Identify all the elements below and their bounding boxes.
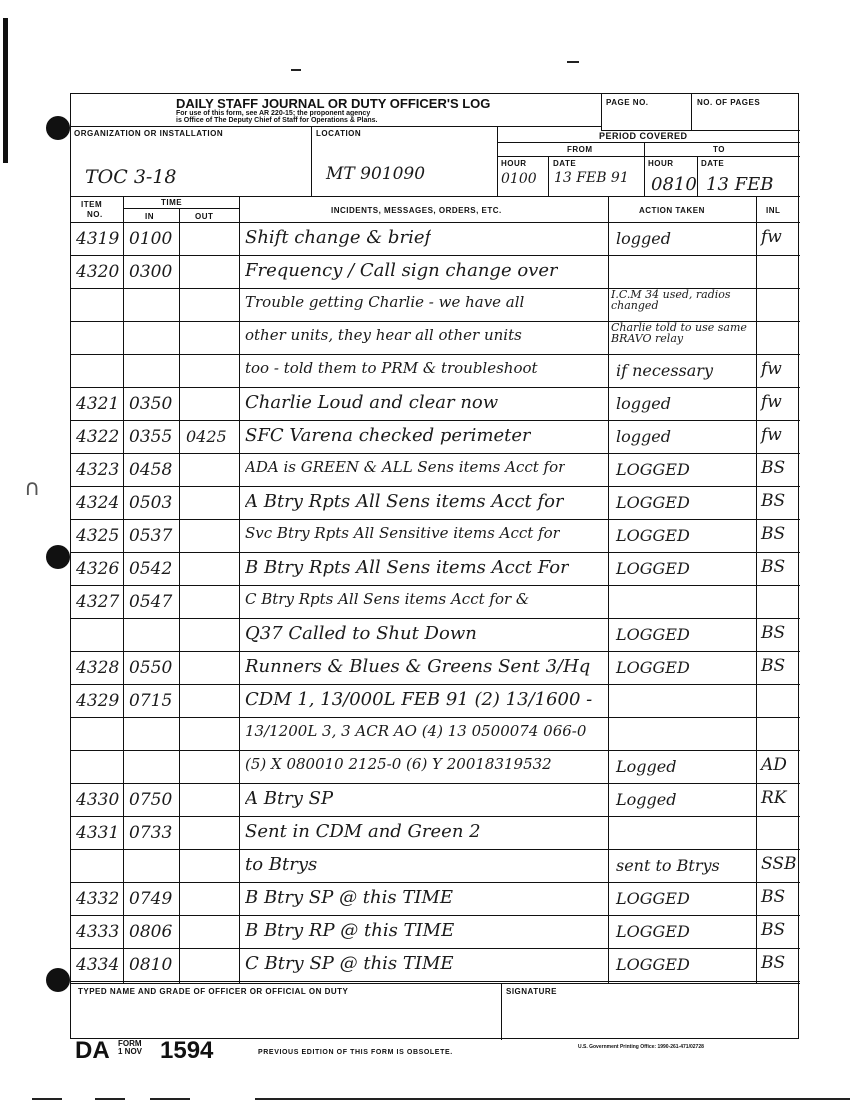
row-item-no: 4324 (76, 493, 120, 513)
row-action-taken: logged (616, 427, 671, 446)
pencil-mark: ∩ (24, 476, 41, 501)
row-time-in: 0355 (129, 427, 173, 447)
row-rule (71, 981, 800, 982)
row-incident: CDM 1, 13/000L FEB 91 (2) 13/1600 - (245, 689, 593, 710)
no-of-pages-label: NO. OF PAGES (697, 98, 761, 107)
row-initials: BS (761, 524, 786, 544)
row-time-in: 0550 (129, 658, 173, 678)
row-item-no: 4325 (76, 526, 120, 546)
row-item-no: 4323 (76, 460, 120, 480)
from-date-value: 13 FEB 91 (554, 170, 629, 186)
row-initials: BS (761, 491, 786, 511)
log-row (71, 916, 800, 949)
row-time-in: 0810 (129, 955, 173, 975)
row-initials: AD (761, 755, 787, 775)
row-action-taken: logged (616, 394, 671, 413)
form-for (118, 1040, 142, 1056)
log-row (71, 652, 800, 685)
from-label: FROM (567, 145, 593, 154)
row-action-taken: LOGGED (616, 889, 690, 908)
row-action-taken: LOGGED (616, 559, 690, 578)
time-label: TIME (161, 198, 183, 207)
to-hour-label: HOUR (648, 159, 674, 168)
punch-hole (46, 968, 70, 992)
row-incident: Charlie Loud and clear now (245, 392, 499, 413)
row-incident: too - told them to PRM & troubleshoot (245, 359, 538, 377)
log-row (71, 520, 800, 553)
row-item-no: 4334 (76, 955, 120, 975)
row-action-taken: I.C.M 34 used, radios changed (611, 288, 731, 312)
row-incident: other units, they hear all other units (245, 326, 522, 344)
log-row (71, 784, 800, 817)
punch-hole (46, 545, 70, 569)
previous-edition-note: PREVIOUS EDITION OF THIS FORM IS OBSOLETE. (258, 1049, 453, 1056)
row-time-in: 0503 (129, 493, 173, 513)
row-incident: to Btrys (245, 854, 318, 875)
form-title: DAILY STAFF JOURNAL OR DUTY OFFICER'S LOG (176, 96, 491, 111)
row-incident: A Btry Rpts All Sens items Acct for (245, 491, 564, 512)
row-time-in: 0537 (129, 526, 173, 546)
row-item-no: 4320 (76, 262, 120, 282)
log-row (71, 322, 800, 355)
row-item-no: 4319 (76, 229, 120, 249)
row-item-no: 4321 (76, 394, 120, 414)
punch-hole (46, 116, 70, 140)
row-incident: 13/1200L 3, 3 ACR AO (4) 13 0500074 066-0 (245, 722, 587, 740)
row-time-in: 0547 (129, 592, 173, 612)
row-action-taken: LOGGED (616, 526, 690, 545)
row-item-no: 4326 (76, 559, 120, 579)
row-action-taken: LOGGED (616, 658, 690, 677)
row-incident: Shift change & brief (245, 227, 432, 248)
row-initials: fw (761, 425, 782, 445)
row-action-taken: LOGGED (616, 625, 690, 644)
incidents-label: INCIDENTS, MESSAGES, ORDERS, ETC. (331, 206, 502, 215)
row-item-no: 4330 (76, 790, 120, 810)
from-date-label: DATE (553, 159, 577, 168)
row-incident: C Btry SP @ this TIME (245, 953, 454, 974)
initials-label: INL (766, 206, 781, 215)
row-time-in: 0749 (129, 889, 173, 909)
log-row (71, 619, 800, 652)
row-incident: ADA is GREEN & ALL Sens items Acct for (245, 458, 566, 476)
row-action-taken: if necessary (616, 361, 713, 380)
row-item-no: 4328 (76, 658, 120, 678)
form-da: DA (75, 1037, 110, 1064)
row-action-taken: logged (616, 229, 671, 248)
scan-edge-mark (3, 18, 8, 163)
row-incident: Sent in CDM and Green 2 (245, 821, 481, 842)
row-incident: B Btry RP @ this TIME (245, 920, 455, 941)
row-time-in: 0715 (129, 691, 173, 711)
to-label: TO (713, 145, 725, 154)
row-incident: B Btry SP @ this TIME (245, 887, 454, 908)
log-row (71, 487, 800, 520)
row-time-in: 0458 (129, 460, 173, 480)
row-action-taken: LOGGED (616, 493, 690, 512)
time-out-label: OUT (195, 212, 214, 221)
row-incident: SFC Varena checked perimeter (245, 425, 531, 446)
row-initials: BS (761, 458, 786, 478)
to-date-label: DATE (701, 159, 725, 168)
row-initials: BS (761, 887, 786, 907)
location-label: LOCATION (316, 129, 362, 138)
row-item-no: 4332 (76, 889, 120, 909)
row-initials: BS (761, 920, 786, 940)
log-row (71, 355, 800, 388)
log-row (71, 685, 800, 718)
row-action-taken: Charlie told to use same BRAVO relay (611, 321, 747, 345)
row-item-no: 4329 (76, 691, 120, 711)
row-time-in: 0806 (129, 922, 173, 942)
log-row (71, 817, 800, 850)
row-item-no: 4322 (76, 427, 120, 447)
row-incident: Svc Btry Rpts All Sensitive items Acct for (245, 524, 560, 542)
row-initials: fw (761, 392, 782, 412)
scan-mark (567, 61, 579, 63)
log-row (71, 256, 800, 289)
form-number: 1594 (160, 1037, 214, 1064)
log-row (71, 718, 800, 751)
duty-log-form (70, 93, 799, 1039)
signature-label: SIGNATURE (506, 987, 558, 996)
row-action-taken: LOGGED (616, 922, 690, 941)
row-time-in: 0542 (129, 559, 173, 579)
page-no-label: PAGE NO. (606, 98, 649, 107)
row-incident: C Btry Rpts All Sens items Acct for & (245, 590, 530, 608)
log-row (71, 850, 800, 883)
row-item-no: 4333 (76, 922, 120, 942)
to-date-value: 13 FEB (706, 174, 774, 195)
row-item-no: 4331 (76, 823, 120, 843)
row-action-taken: Logged (616, 790, 677, 809)
row-initials: SSB (761, 854, 797, 874)
log-row (71, 751, 800, 784)
row-initials: BS (761, 953, 786, 973)
row-initials: RK (761, 788, 787, 808)
form-for-line-2: 1 NOV (118, 1047, 143, 1056)
action-taken-label: ACTION TAKEN (639, 206, 705, 215)
row-time-in: 0733 (129, 823, 173, 843)
row-incident: (5) X 080010 2125-0 (6) Y 20018319532 (245, 755, 552, 773)
row-item-no: 4327 (76, 592, 120, 612)
row-action-taken: LOGGED (616, 460, 690, 479)
log-row (71, 223, 800, 256)
log-row (71, 586, 800, 619)
time-in-label: IN (145, 212, 154, 221)
row-incident: Frequency / Call sign change over (245, 260, 558, 281)
row-action-taken: sent to Btrys (616, 856, 720, 875)
row-initials: BS (761, 623, 786, 643)
row-time-in: 0300 (129, 262, 173, 282)
row-time-in: 0100 (129, 229, 173, 249)
to-hour-value: 0810 (651, 174, 697, 195)
row-initials: BS (761, 557, 786, 577)
location-value: MT 901090 (326, 164, 426, 184)
item-label: ITEM (81, 200, 103, 209)
log-row (71, 454, 800, 487)
typed-name-label: TYPED NAME AND GRADE OF OFFICER OR OFFICIAL ON DUTY (78, 987, 349, 996)
row-time-out: 0425 (186, 427, 227, 446)
log-row (71, 388, 800, 421)
row-action-taken: LOGGED (616, 955, 690, 974)
row-initials: fw (761, 227, 782, 247)
scan-mark (291, 69, 301, 71)
row-action-taken: Logged (616, 757, 677, 776)
log-row (71, 883, 800, 916)
row-initials: fw (761, 359, 782, 379)
item-no-label: NO. (87, 210, 103, 219)
row-incident: Runners & Blues & Greens Sent 3/Hq (245, 656, 591, 677)
log-row (71, 421, 800, 454)
log-row (71, 289, 800, 322)
row-time-in: 0350 (129, 394, 173, 414)
gpo-imprint: U.S. Government Printing Office: 1990-261-471/02728 (578, 1044, 704, 1050)
row-incident: Q37 Called to Shut Down (245, 623, 477, 644)
organization-label: ORGANIZATION OR INSTALLATION (74, 129, 224, 138)
row-incident: A Btry SP (245, 788, 334, 809)
row-incident: Trouble getting Charlie - we have all (245, 293, 525, 311)
log-row (71, 553, 800, 586)
row-incident: B Btry Rpts All Sens items Acct For (245, 557, 569, 578)
form-subtitle-1: For use of this form, see AR 220-15; the proponent agency (176, 110, 371, 117)
from-hour-value: 0100 (501, 171, 537, 187)
row-time-in: 0750 (129, 790, 173, 810)
row-initials: BS (761, 656, 786, 676)
organization-value: TOC 3-18 (85, 166, 177, 188)
log-row (71, 949, 800, 982)
form-subtitle-2: is Office of The Deputy Chief of Staff for Operations & Plans. (176, 117, 378, 124)
form-for-line-1: FORM (118, 1039, 142, 1048)
from-hour-label: HOUR (501, 159, 527, 168)
period-covered-label: PERIOD COVERED (599, 131, 688, 141)
